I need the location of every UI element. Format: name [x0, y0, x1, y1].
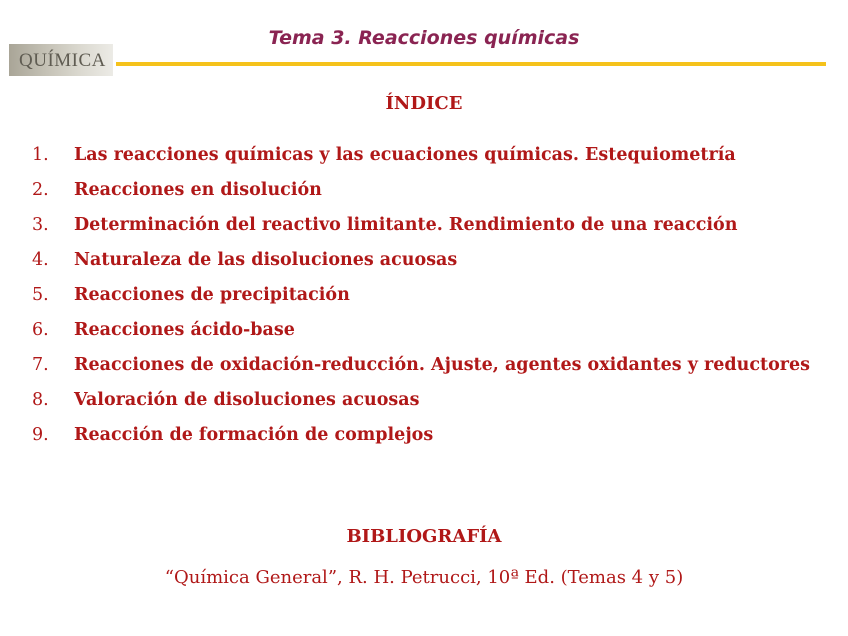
item-number: 3.: [32, 214, 49, 235]
item-number: 8.: [32, 389, 49, 410]
item-text: Reacciones de oxidación-reducción. Ajuste, agentes oxidantes y reductores: [74, 354, 810, 375]
index-item-1: [32, 137, 810, 172]
header-divider: [116, 62, 826, 66]
index-list: [32, 137, 810, 452]
index-heading: ÍNDICE: [385, 93, 463, 114]
logo-text: QUÍMICA: [19, 50, 106, 71]
index-item-3: [32, 207, 810, 242]
item-text: Reacción de formación de complejos: [74, 424, 434, 445]
page-title: Tema 3. Reacciones químicas: [268, 27, 580, 49]
bibliography-heading: BIBLIOGRAFÍA: [346, 526, 502, 547]
index-item-4: [32, 242, 810, 277]
item-text: Reacciones ácido-base: [74, 319, 295, 340]
index-item-6: [32, 312, 810, 347]
item-text: Reacciones de precipitación: [74, 284, 350, 305]
item-number: 7.: [32, 354, 49, 375]
index-item-9: [32, 417, 810, 452]
item-text: Valoración de disoluciones acuosas: [74, 389, 420, 410]
item-number: 1.: [32, 144, 49, 165]
item-number: 4.: [32, 249, 49, 270]
item-number: 9.: [32, 424, 49, 445]
item-text: Determinación del reactivo limitante. Rendimiento de una reacción: [74, 214, 738, 235]
item-text: Reacciones en disolución: [74, 179, 322, 200]
bibliography-reference: “Química General”, R. H. Petrucci, 10ª Ed. (Temas 4 y 5): [164, 567, 684, 588]
item-number: 5.: [32, 284, 49, 305]
index-item-2: [32, 172, 810, 207]
index-item-5: [32, 277, 810, 312]
item-text: Naturaleza de las disoluciones acuosas: [74, 249, 458, 270]
item-number: 6.: [32, 319, 49, 340]
index-item-8: [32, 382, 810, 417]
index-item-7: [32, 347, 810, 382]
item-number: 2.: [32, 179, 49, 200]
item-text: Las reacciones químicas y las ecuaciones químicas. Estequiometría: [74, 144, 736, 165]
